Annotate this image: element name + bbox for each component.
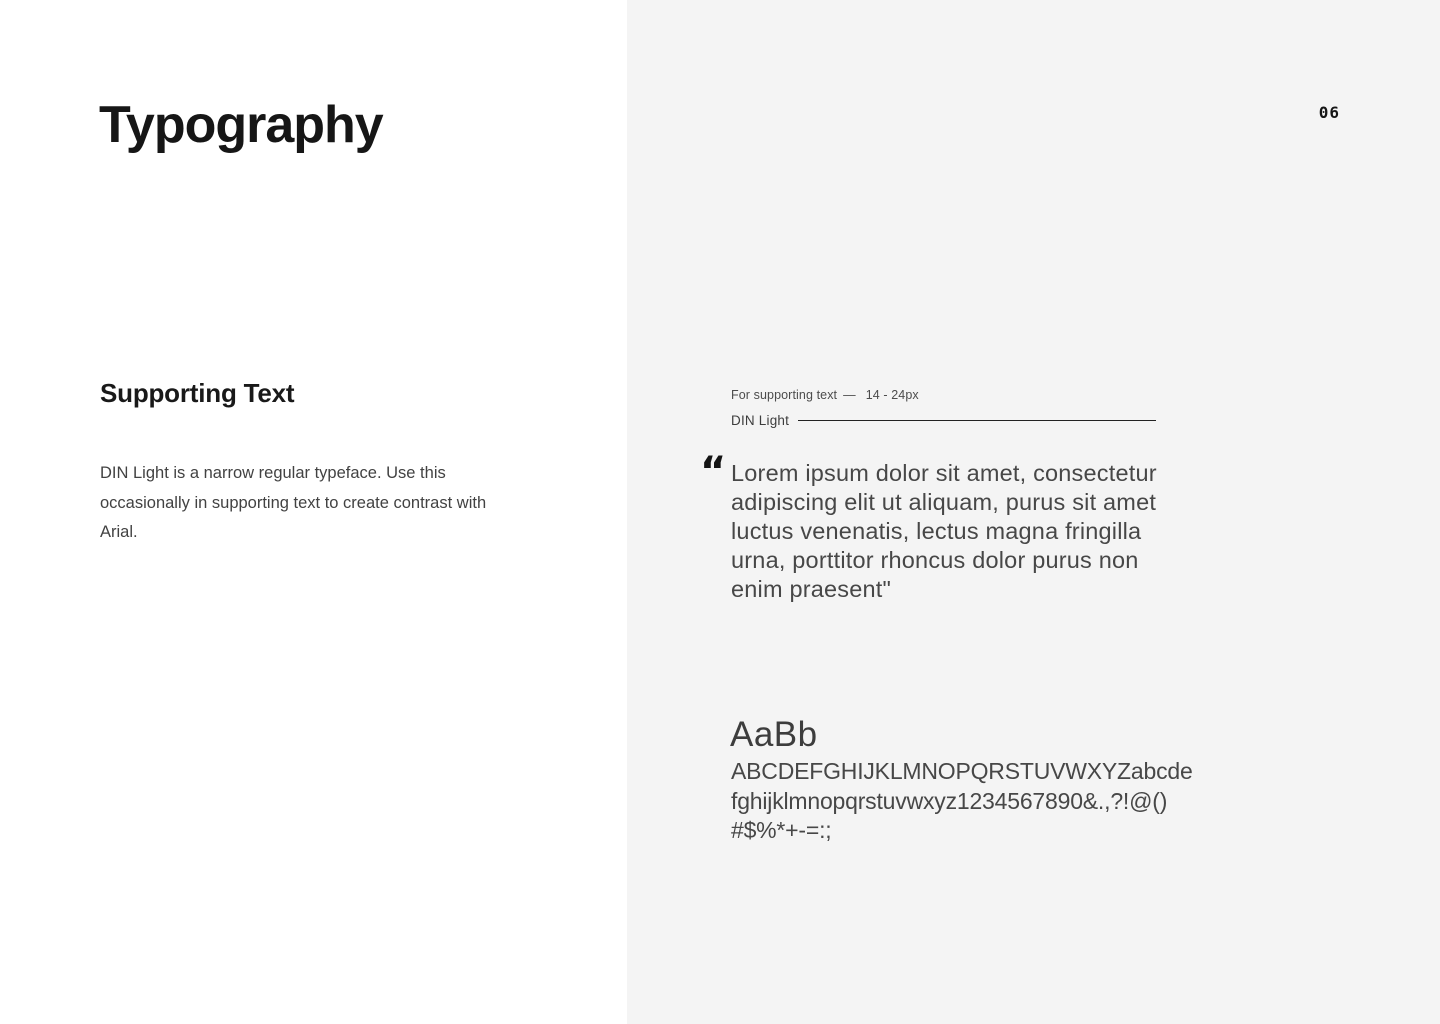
font-name-row xyxy=(731,411,1156,429)
section-description: DIN Light is a narrow regular typeface. Use this occasionally in supporting text to create contrast with Arial. xyxy=(100,464,487,541)
page-number: 06 xyxy=(1318,103,1340,122)
font-name-label: DIN Light xyxy=(731,412,790,428)
section-heading: Supporting Text xyxy=(100,378,295,408)
usage-label xyxy=(731,388,919,402)
specimen-sample-aabb: AaBb xyxy=(730,715,818,754)
page-title: Typography xyxy=(99,96,383,154)
specimen-quote-text: Lorem ipsum dolor sit amet, consectetur adipiscing elit ut aliquam, purus sit amet luctus venenatis, lectus magna fringilla urna, porttitor rhoncus dolor purus non enim praesent" xyxy=(731,460,1157,602)
usage-size-range: 14 - 24px xyxy=(865,388,919,402)
usage-label-text: For supporting text xyxy=(731,388,838,402)
horizontal-rule xyxy=(798,420,1156,421)
specimen-character-set: ABCDEFGHIJKLMNOPQRSTUVWXYZabcde fghijklmnopqrstuvwxyz1234567890&.,?!@() #$%*+-=:; xyxy=(731,758,1193,843)
quote-icon: “ xyxy=(700,449,727,495)
usage-label-dash: — xyxy=(843,388,856,402)
